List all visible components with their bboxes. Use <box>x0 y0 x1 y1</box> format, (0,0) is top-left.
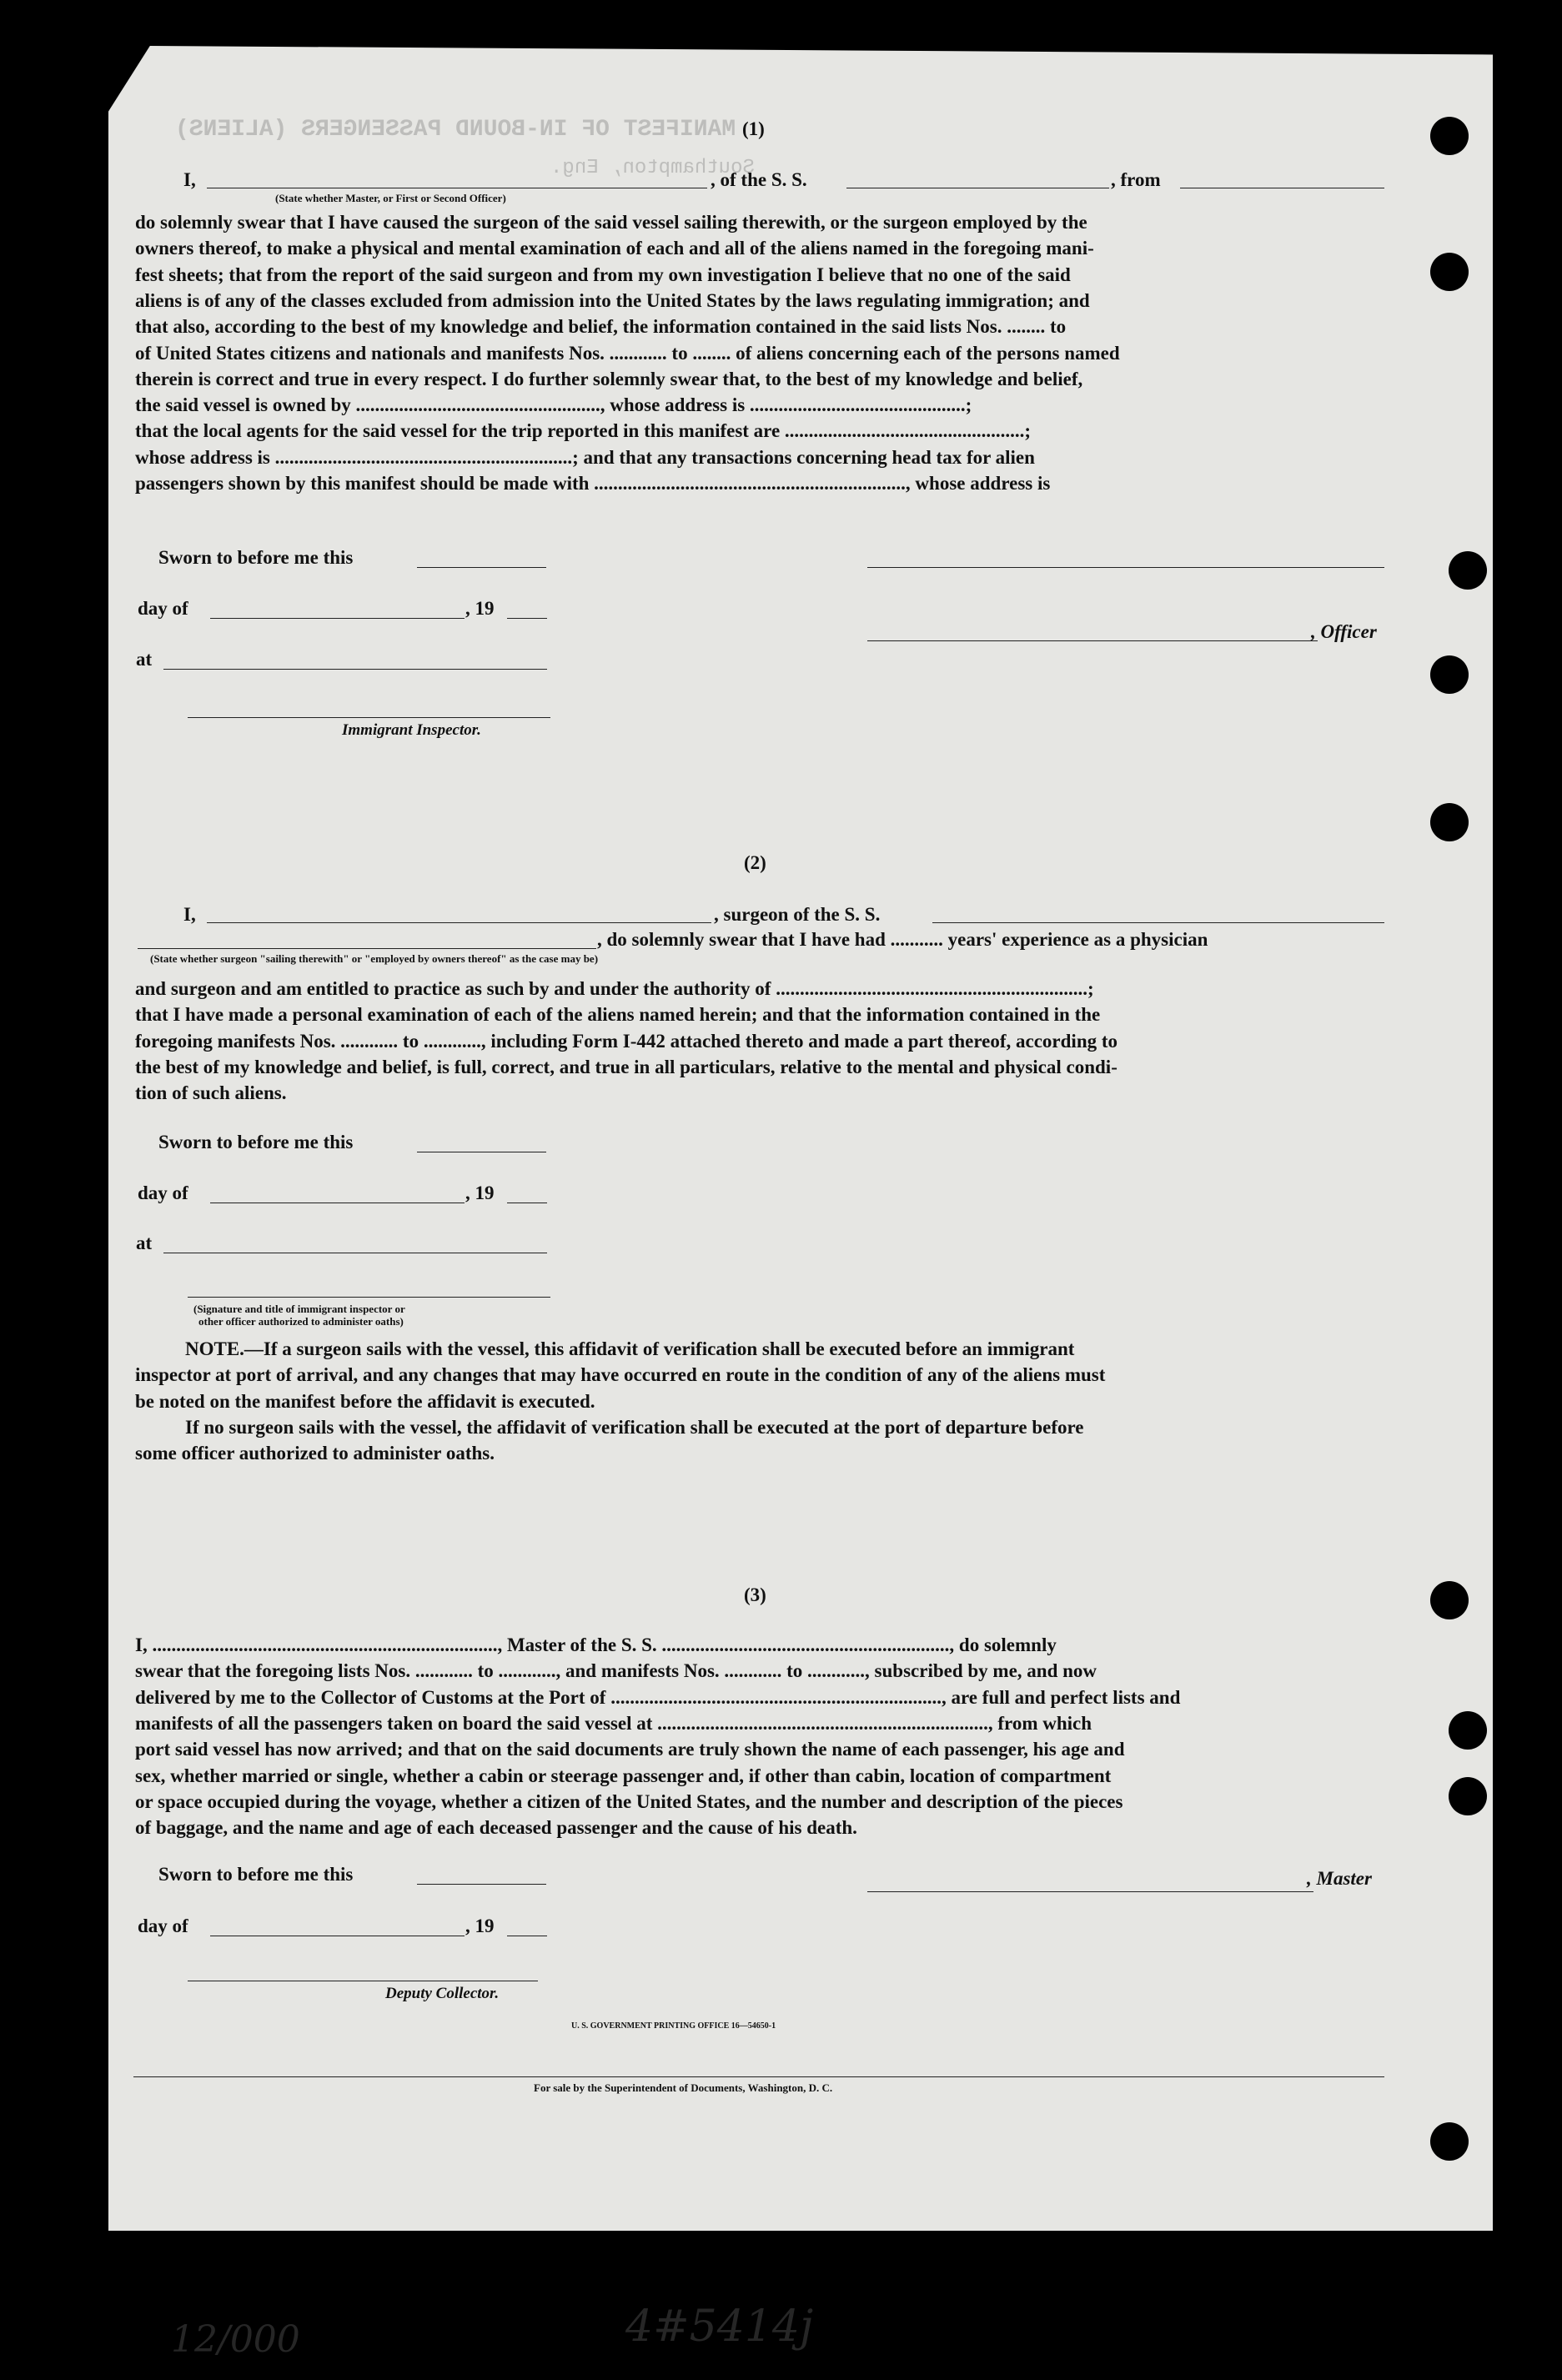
s1-para-line: owners thereof, to make a physical and mental examination of each and all of the aliens named in the foregoing mani- <box>135 238 1094 259</box>
section2-number: (2) <box>744 852 766 873</box>
section1-number: (1) <box>742 118 765 139</box>
s1-para-line: therein is correct and true in every respect. I do further solemnly swear that, to the best of my knowledge and belief, <box>135 368 1083 389</box>
punch-hole <box>1430 253 1469 291</box>
punch-hole <box>1430 655 1469 694</box>
s3-para-line: swear that the foregoing lists Nos. ............ to ............, and manifests Nos. ............ to ............, subscribed by me, and now <box>135 1660 1097 1682</box>
punch-hole <box>1449 1777 1487 1815</box>
punch-hole <box>1449 551 1487 590</box>
s1-day-of: day of <box>138 598 188 619</box>
s1-at-line <box>163 669 547 670</box>
s2-i: I, <box>183 904 196 925</box>
s2-ship-line <box>932 922 1384 923</box>
s1-immigrant-inspector: Immigrant Inspector. <box>342 721 481 739</box>
section3-number: (3) <box>744 1584 766 1605</box>
s3-master-line <box>867 1891 1313 1892</box>
sale-notice: For sale by the Superintendent of Documents, Washington, D. C. <box>534 2081 833 2094</box>
s2-at: at <box>136 1233 153 1253</box>
s3-master: , Master <box>1307 1868 1372 1889</box>
s2-para-line: tion of such aliens. <box>135 1082 287 1104</box>
s3-para-line: manifests of all the passengers taken on board the said vessel at ....................................................................., from which <box>135 1712 1092 1734</box>
s1-officer-line-1 <box>867 567 1384 568</box>
s2-note-line: inspector at port of arrival, and any changes that may have occurred en route in the condition of any of the aliens must <box>135 1364 1106 1386</box>
s1-para-line: of United States citizens and nationals and manifests Nos. ............ to ........ of aliens concerning each of the persons named <box>135 342 1120 364</box>
s2-line2: , do solemnly swear that I have had ........... years' experience as a physician <box>597 929 1208 950</box>
pencil-note-left: 12/000 <box>171 2318 300 2361</box>
bleed-title: MANIFEST OF IN-BOUND PASSENGERS (ALIENS) <box>175 117 736 143</box>
footer-rule <box>133 2076 1384 2077</box>
punch-hole <box>1430 2122 1469 2161</box>
s1-at: at <box>136 649 153 670</box>
s3-para-line: sex, whether married or single, whether a cabin or steerage passenger and, if other than cabin, location of compartment <box>135 1765 1112 1786</box>
s2-note-line: NOTE.—If a surgeon sails with the vessel, this affidavit of verification shall be executed before an immigrant <box>185 1338 1075 1359</box>
punch-hole <box>1430 803 1469 841</box>
s2-note: (State whether surgeon "sailing therewith" or "employed by owners thereof" as the case may be) <box>150 952 599 965</box>
s1-para-line: that also, according to the best of my knowledge and belief, the information contained in the said lists Nos. ........ to <box>135 316 1067 338</box>
punch-hole <box>1430 117 1469 155</box>
s3-para-line: or space occupied during the voyage, whether a citizen of the United States, and the number and description of the pieces <box>135 1790 1123 1812</box>
s2-role-line <box>138 948 596 949</box>
s1-para-line: the said vessel is owned by ..................................................., whose address is .............................................; <box>135 394 972 416</box>
gpo-imprint: U. S. GOVERNMENT PRINTING OFFICE 16—54650-1 <box>571 2021 776 2031</box>
s1-sworn: Sworn to before me this <box>158 547 354 568</box>
s2-year: , 19 <box>465 1182 495 1203</box>
s2-note-line: some officer authorized to administer oaths. <box>135 1443 495 1464</box>
s1-para-line: passengers shown by this manifest should be made with ................................................................., whose address is <box>135 473 1051 494</box>
s1-note: (State whether Master, or First or Second Officer) <box>275 192 506 204</box>
punch-hole <box>1430 1581 1469 1619</box>
s1-year-line <box>507 618 547 619</box>
s1-para-line: that the local agents for the said vessel for the trip reported in this manifest are ..................................................; <box>135 420 1032 442</box>
s1-day-line <box>210 618 465 619</box>
s3-sworn-line <box>417 1884 546 1885</box>
s2-note-line: be noted on the manifest before the affidavit is executed. <box>135 1390 595 1412</box>
s3-sworn: Sworn to before me this <box>158 1864 354 1885</box>
s1-para-line: do solemnly swear that I have caused the surgeon of the said vessel sailing therewith, or the surgeon employed by the <box>135 212 1087 233</box>
s3-para-line: delivered by me to the Collector of Customs at the Port of ....................................................................., are full and perfect lists and <box>135 1686 1181 1708</box>
s3-year: , 19 <box>465 1916 495 1936</box>
s2-note-line: If no surgeon sails with the vessel, the affidavit of verification shall be executed at the port of departure before <box>185 1416 1084 1438</box>
s2-day-of: day of <box>138 1182 188 1203</box>
s1-from: , from <box>1111 169 1161 190</box>
s1-para-line: aliens is of any of the classes excluded from admission into the United States by the laws regulating immigration; and <box>135 289 1090 311</box>
s3-day-of: day of <box>138 1916 188 1936</box>
s2-para-line: that I have made a personal examination of each of the aliens named herein; and that the information contained in the <box>135 1004 1101 1026</box>
s1-officer: , Officer <box>1311 621 1377 642</box>
s1-sworn-line <box>417 567 546 568</box>
s1-officer-line-2 <box>867 640 1318 641</box>
s3-para-line: port said vessel has now arrived; and that on the said documents are truly shown the name of each passenger, his age and <box>135 1739 1125 1760</box>
s1-year: , 19 <box>465 598 495 619</box>
s3-deputy-collector: Deputy Collector. <box>385 1985 500 2002</box>
s2-para-line: foregoing manifests Nos. ............ to ............, including Form I-442 attached thereto and made a part thereof, according to <box>135 1030 1118 1052</box>
s2-sworn: Sworn to before me this <box>158 1132 354 1152</box>
s3-para-line: I, ........................................................................, Master of the S. S. ............................................................, do solemnly <box>135 1634 1057 1655</box>
pencil-note-right: 4#5414j <box>625 2302 814 2352</box>
s1-of-ss: , of the S. S. <box>711 169 807 190</box>
punch-hole <box>1449 1711 1487 1750</box>
s1-i: I, <box>183 169 196 190</box>
s2-sig-note-2: other officer authorized to administer oaths) <box>198 1315 404 1328</box>
s2-sig-note-1: (Signature and title of immigrant inspector or <box>193 1303 405 1315</box>
s1-inspector-line <box>188 717 550 718</box>
s1-para-line: fest sheets; that from the report of the said surgeon and from my own investigation I believe that no one of the said <box>135 264 1071 285</box>
s2-surgeon-of: , surgeon of the S. S. <box>714 904 881 925</box>
s2-para-line: the best of my knowledge and belief, is full, correct, and true in all particulars, relative to the mental and physical condi- <box>135 1056 1118 1077</box>
s3-para-line: of baggage, and the name and age of each deceased passenger and the cause of his death. <box>135 1817 857 1839</box>
s2-signature-line <box>188 1297 550 1298</box>
s2-para-line: and surgeon and am entitled to practice as such by and under the authority of .................................................................; <box>135 978 1094 999</box>
s1-para-line: whose address is ..............................................................; and that any transactions concerning head tax for alien <box>135 446 1035 468</box>
s2-name-line <box>207 922 711 923</box>
bleed-sub: Southampton, Eng. <box>550 157 755 179</box>
